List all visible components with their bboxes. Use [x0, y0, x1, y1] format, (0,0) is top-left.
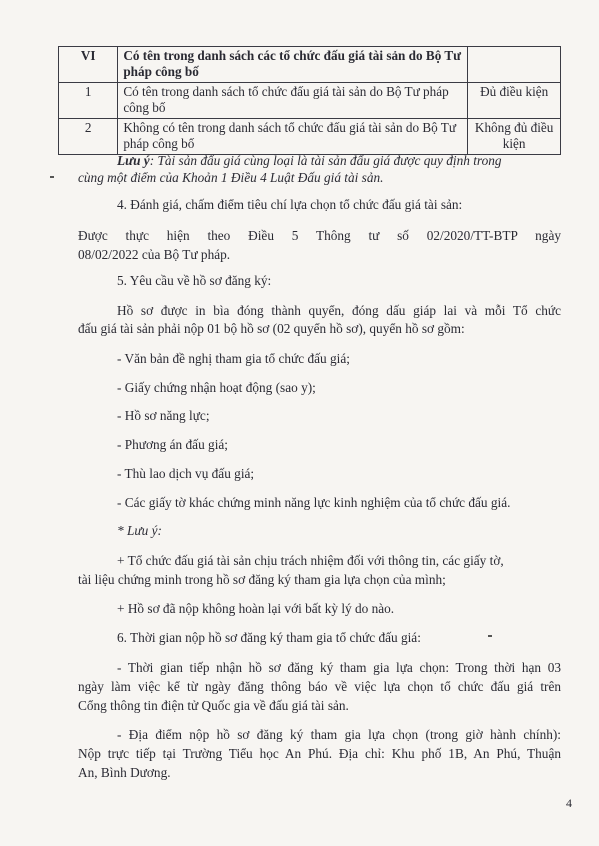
sec6-p1-line2: ngày làm việc kể từ ngày đăng thông báo về việc lựa chọn tổ chức đấu giá trên	[78, 679, 561, 694]
list-item: - Giấy chứng nhận hoạt động (sao y);	[117, 380, 316, 395]
sec4-line1: Được thực hiện theo Điều 5 Thông tư số 02/2020/TT-BTP ngày	[78, 228, 561, 243]
note2-p1-line1: + Tổ chức đấu giá tài sản chịu trách nhiệm đối với thông tin, các giấy tờ,	[117, 553, 504, 568]
note2-p1-line2: tài liệu chứng minh trong hồ sơ đăng ký tham gia lựa chọn của mình;	[78, 572, 446, 587]
sec6-p2-line1: - Địa điểm nộp hồ sơ đăng ký tham gia lựa chọn (trong giờ hành chính):	[117, 727, 561, 742]
sec6-p2-line3: An, Bình Dương.	[78, 765, 171, 780]
list-item: - Phương án đấu giá;	[117, 437, 228, 452]
note2-p2: + Hồ sơ đã nộp không hoàn lại với bất kỳ lý do nào.	[117, 601, 395, 616]
list-item: - Hồ sơ năng lực;	[117, 408, 210, 423]
table-cell-content: Không có tên trong danh sách tổ chức đấu giá tài sản do Bộ Tư pháp công bố	[118, 119, 468, 155]
list-item: - Các giấy tờ khác chứng minh năng lực kinh nghiệm của tổ chức đấu giá.	[117, 495, 511, 510]
table-cell-result: Không đủ điều kiện	[468, 119, 561, 155]
criteria-table	[58, 46, 561, 155]
table-row	[59, 119, 561, 155]
table-header-row	[59, 47, 561, 83]
scan-mark	[50, 176, 54, 178]
table-cell-content: Có tên trong danh sách tổ chức đấu giá tài sản do Bộ Tư pháp công bố	[118, 83, 468, 119]
page-number: 4	[566, 796, 572, 810]
note1-line2: cùng một điểm của Khoản 1 Điều 4 Luật Đấu giá tài sản.	[78, 170, 384, 185]
sec6-p1-line3: Cổng thông tin điện tử Quốc gia về đấu giá tài sản.	[78, 698, 349, 713]
sec6-heading: 6. Thời gian nộp hồ sơ đăng ký tham gia tổ chức đấu giá:	[117, 630, 421, 645]
note1-label: Lưu ý	[117, 153, 150, 168]
note2-label: * Lưu ý:	[117, 523, 162, 538]
sec6-p2-line2: Nộp trực tiếp tại Trường Tiểu học An Phú. Địa chỉ: Khu phố 1B, An Phú, Thuận	[78, 746, 561, 761]
table-row	[59, 83, 561, 119]
sec4-heading: 4. Đánh giá, chấm điểm tiêu chí lựa chọn tổ chức đấu giá tài sản:	[117, 197, 463, 212]
scan-mark	[488, 635, 492, 637]
table-cell-result: Đủ điều kiện	[468, 83, 561, 119]
table-cell-num: 2	[59, 119, 118, 155]
table-cell-content: Có tên trong danh sách các tổ chức đấu giá tài sản do Bộ Tư pháp công bố	[118, 47, 468, 83]
list-item: - Thù lao dịch vụ đấu giá;	[117, 466, 255, 481]
sec5-line1: Hồ sơ được in bìa đóng thành quyển, đóng dấu giáp lai và mỗi Tổ chức	[117, 303, 561, 318]
table-cell-num: VI	[59, 47, 118, 83]
note1-line1: Lưu ý: Tài sản đấu giá cùng loại là tài sản đấu giá được quy định trong	[117, 153, 502, 168]
sec6-p1-line1: - Thời gian tiếp nhận hồ sơ đăng ký tham gia lựa chọn: Trong thời hạn 03	[117, 660, 561, 675]
table-cell-num: 1	[59, 83, 118, 119]
sec4-line2: 08/02/2022 của Bộ Tư pháp.	[78, 247, 231, 262]
list-item: - Văn bản đề nghị tham gia tổ chức đấu giá;	[117, 351, 350, 366]
sec5-line2: đấu giá tài sản phải nộp 01 bộ hồ sơ (02 quyển hồ sơ), quyển hồ sơ gồm:	[78, 321, 465, 336]
sec5-heading: 5. Yêu cầu về hồ sơ đăng ký:	[117, 273, 272, 288]
table-cell-result	[468, 47, 561, 83]
